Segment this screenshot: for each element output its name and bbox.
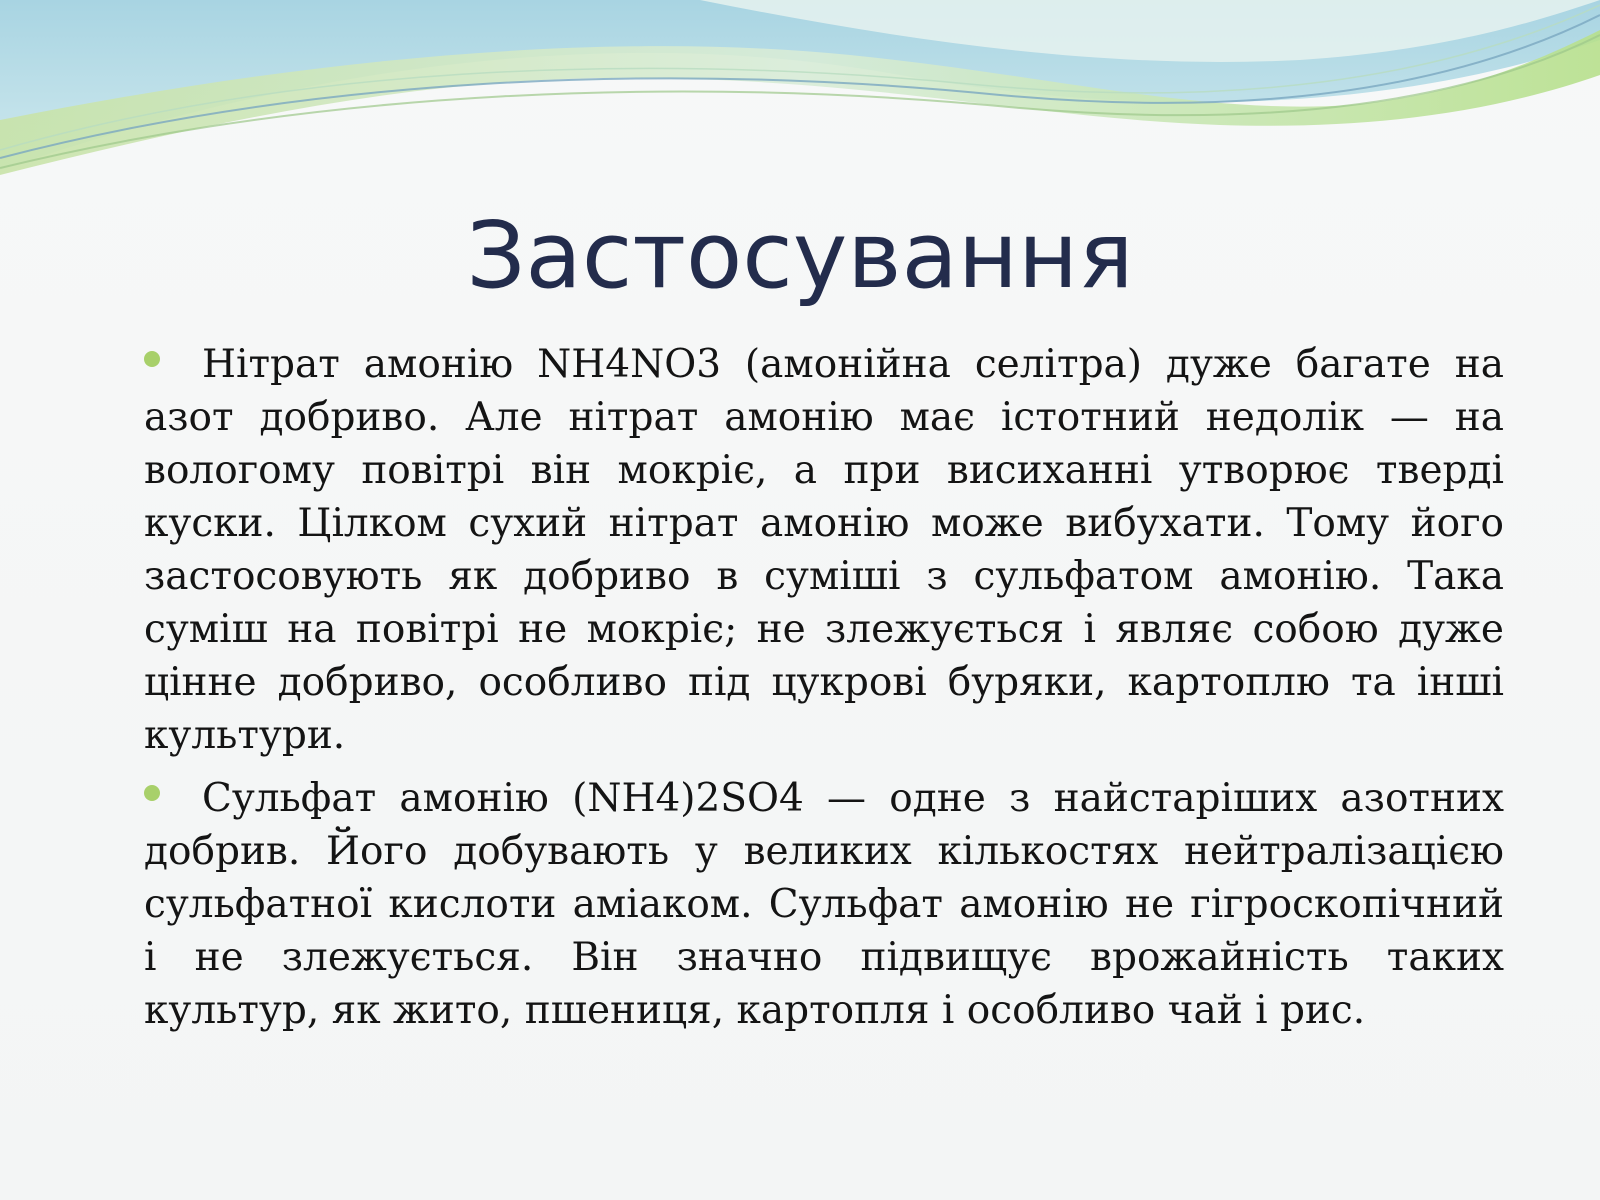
bullet-dot-icon — [144, 785, 160, 801]
bullet-item — [144, 772, 1504, 1037]
bullet-list — [144, 338, 1504, 1047]
bullet-dot-icon — [144, 351, 160, 367]
bullet-text: Сульфат амонію (NH4)2SO4 — одне з найстаріших азотних добрив. Його добувають у великих кількостях нейтралізацією сульфатної кислоти аміаком. Сульфат амонію не гігроскопічний і не злежується. Він значно підвищує врожайність таких культур, як жито, пшениця, картопля і особливо чай і рис. — [144, 776, 1504, 1033]
bullet-text: Нітрат амонію NH4NO3 (амонійна селітра) дуже багате на азот добриво. Але нітрат амонію має істотний недолік — на вологому повітрі він мокріє, а при висиханні утворює тверді куски. Цілком сухий нітрат амонію може вибухати. Тому його застосовують як добриво в суміші з сульфатом амонію. Така суміш на повітрі не мокріє; не злежується і являє собою дуже цінне добриво, особливо під цукрові буряки, картоплю та інші культури. — [144, 342, 1504, 758]
slide-title: Застосування — [466, 202, 1134, 309]
bullet-item — [144, 338, 1504, 762]
decorative-wave-header — [0, 0, 1600, 200]
